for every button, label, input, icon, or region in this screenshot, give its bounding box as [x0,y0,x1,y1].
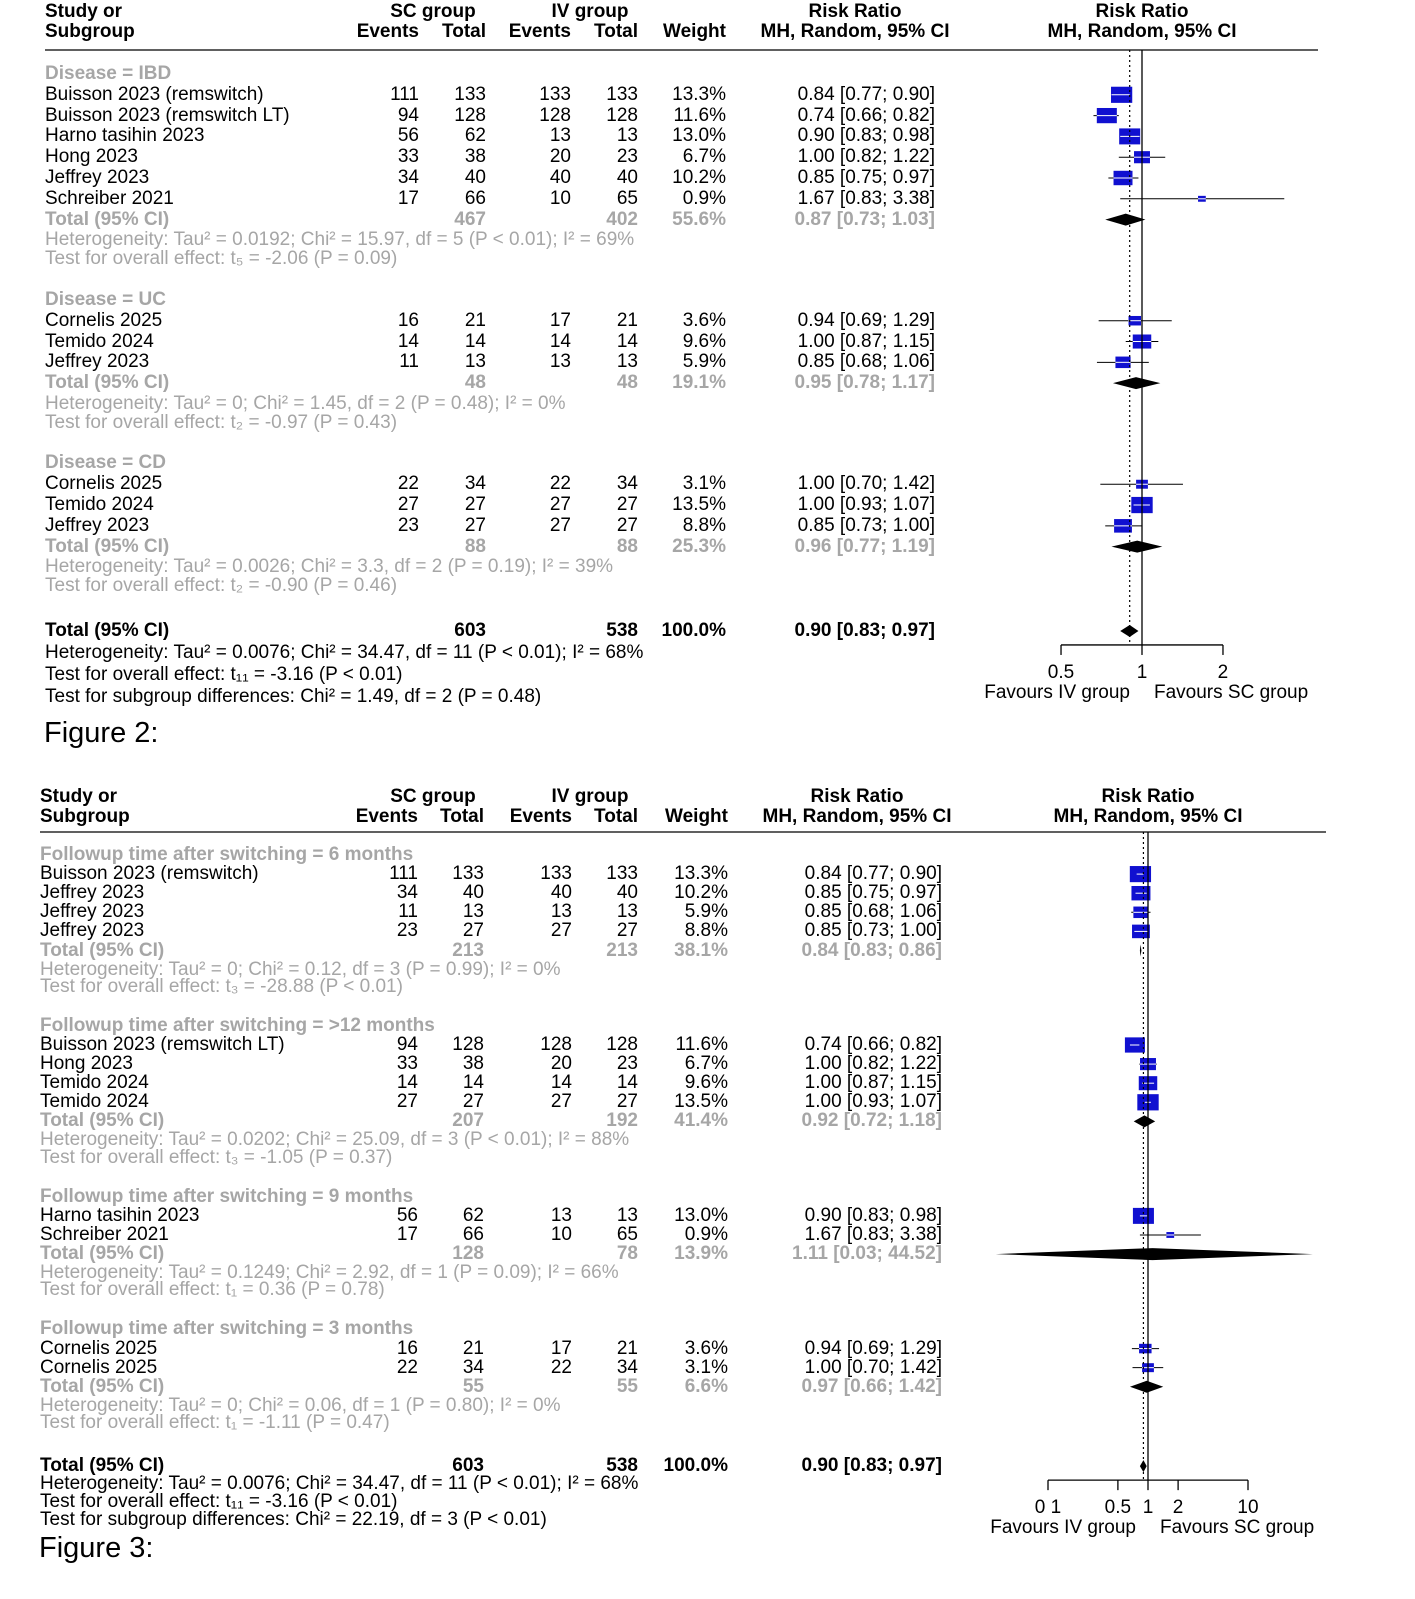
header-plot-rr-title: Risk Ratio [1101,786,1195,807]
study-name: Buisson 2023 (remswitch LT) [45,104,290,126]
header-iv-events: Events [509,806,572,827]
study-ci: 1.00 [0.70; 1.42] [804,1356,942,1378]
favours-sc-label: Favours SC group [1160,1517,1315,1539]
sc-total: 27 [462,1091,484,1113]
sc-total: 133 [452,863,484,885]
sc-events: 22 [397,473,419,495]
subgroup-label: Disease = CD [45,452,166,474]
overall-sc-total: 603 [452,1455,484,1477]
iv-total: 128 [606,1033,638,1055]
figure-caption: Figure 3: [39,1532,154,1565]
sc-total: 128 [452,1033,484,1055]
x-tick-label: 0.5 [1104,1497,1132,1519]
iv-events: 13 [549,125,571,147]
sc-events: 23 [397,514,419,536]
subgroup-diamond [996,1248,1313,1260]
header-iv-events: Events [508,21,571,42]
study-weight: 13.5% [674,1091,728,1113]
header-subgroup: Subgroup [45,21,135,42]
subgroup-sc-total: 467 [454,208,486,230]
iv-events: 13 [550,1204,572,1226]
subgroup-diamond [1140,945,1142,957]
iv-total: 23 [616,146,638,168]
subgroup-ci: 0.87 [0.73; 1.03] [794,208,935,230]
study-weight: 8.8% [684,920,728,942]
header-weight: Weight [665,806,728,827]
study-name: Temido 2024 [45,494,154,516]
header-rr-method: MH, Random, 95% CI [762,806,952,827]
subgroup-label: Followup time after switching = 3 months [40,1318,414,1340]
iv-total: 40 [616,882,638,904]
header-sc-total: Total [440,806,484,827]
study-name: Jeffrey 2023 [45,167,150,188]
overall-stat-line: Test for subgroup differences: Chi² = 22.19, df = 3 (P < 0.01) [40,1509,547,1531]
header-sc-events: Events [356,21,419,42]
sc-total: 27 [464,494,486,516]
subgroup-sc-total: 55 [462,1375,484,1397]
subgroup-heterogeneity: Heterogeneity: Tau² = 0.0202; Chi² = 25.09, df = 3 (P < 0.01); I² = 88% [40,1129,630,1151]
sc-total: 62 [464,125,486,147]
sc-total: 14 [462,1072,484,1094]
overall-iv-total: 538 [606,619,638,641]
iv-total: 13 [616,1204,638,1226]
study-weight: 8.8% [682,514,726,536]
header-rr-method: MH, Random, 95% CI [760,21,950,42]
subgroup-weight: 6.6% [684,1375,728,1397]
iv-events: 22 [549,473,571,495]
subgroup-total-label: Total (95% CI) [45,208,170,230]
subgroup-weight: 13.9% [674,1243,728,1265]
subgroup-diamond [1134,1115,1155,1127]
iv-events: 17 [550,1337,572,1359]
header-plot-rr-title: Risk Ratio [1095,1,1189,22]
iv-total: 27 [616,920,638,942]
sc-events: 16 [396,1337,418,1359]
iv-events: 22 [550,1356,572,1378]
iv-events: 14 [550,1072,572,1094]
iv-total: 40 [616,167,638,188]
forest-plot-figure-2 [0,0,1415,785]
subgroup-label: Followup time after switching = 6 months [40,844,414,865]
subgroup-iv-total: 402 [606,208,638,230]
study-weight: 5.9% [684,901,728,923]
subgroup-ci: 0.97 [0.66; 1.42] [801,1375,942,1397]
subgroup-diamond [1105,214,1145,226]
header-sc-group: SC group [390,1,476,22]
subgroup-iv-total: 88 [616,535,638,557]
iv-total: 65 [616,1223,638,1245]
iv-total: 34 [616,1356,638,1378]
overall-iv-total: 538 [606,1455,638,1477]
subgroup-iv-total: 78 [616,1243,638,1265]
sc-total: 40 [464,167,486,188]
study-ci: 0.74 [0.66; 0.82] [797,104,935,126]
study-ci: 0.85 [0.68; 1.06] [804,901,942,923]
study-name: Harno tasihin 2023 [45,125,205,147]
iv-total: 27 [616,1091,638,1113]
x-tick-label: 0 1 [1034,1497,1062,1519]
subgroup-iv-total: 213 [606,939,638,961]
sc-events: 111 [390,83,419,105]
iv-events: 20 [550,1053,572,1075]
overall-stat-line: Test for overall effect: t₁₁ = -3.16 (P < 0.01) [45,663,403,685]
overall-diamond [1140,1460,1147,1472]
study-weight: 9.6% [682,330,726,352]
sc-events: 11 [399,351,419,373]
iv-total: 14 [616,330,638,352]
subgroup-overall-effect: Test for overall effect: t₃ = -28.88 (P < 0.01) [40,975,403,997]
study-ci: 0.85 [0.75; 0.97] [804,882,942,904]
subgroup-sc-total: 88 [464,535,486,557]
subgroup-overall-effect: Test for overall effect: t₃ = -1.05 (P = 0.37) [40,1146,393,1168]
sc-events: 56 [396,1204,418,1226]
overall-stat-line: Test for overall effect: t₁₁ = -3.16 (P < 0.01) [40,1491,398,1513]
subgroup-overall-effect: Test for overall effect: t₂ = -0.97 (P = 0.43) [45,411,398,433]
header-plot-rr-method: MH, Random, 95% CI [1053,806,1243,827]
study-name: Jeffrey 2023 [40,901,145,923]
study-ci: 1.00 [0.82; 1.22] [797,146,935,168]
subgroup-ci: 0.84 [0.83; 0.86] [801,939,942,961]
subgroup-label: Disease = IBD [45,63,172,84]
sc-events: 22 [396,1356,418,1378]
study-name: Schreiber 2021 [45,187,174,209]
sc-events: 34 [396,882,418,904]
study-weight: 3.6% [684,1337,728,1359]
x-tick-label: 0.5 [1047,661,1075,683]
subgroup-iv-total: 55 [616,1375,638,1397]
study-ci: 1.00 [0.87; 1.15] [797,330,935,352]
study-weight: 13.5% [672,494,726,516]
header-study: Study or [45,1,123,22]
subgroup-total-label: Total (95% CI) [45,372,170,394]
sc-total: 38 [462,1053,484,1075]
sc-total: 128 [454,104,486,126]
sc-events: 27 [397,494,419,516]
subgroup-heterogeneity: Heterogeneity: Tau² = 0; Chi² = 0.12, df = 3 (P = 0.99); I² = 0% [40,958,561,980]
subgroup-total-label: Total (95% CI) [40,1110,165,1132]
subgroup-ci: 0.96 [0.77; 1.19] [794,535,935,557]
iv-events: 27 [549,494,571,516]
header-study: Study or [40,786,118,807]
study-name: Cornelis 2025 [45,473,163,495]
subgroup-heterogeneity: Heterogeneity: Tau² = 0.0192; Chi² = 15.97, df = 5 (P < 0.01); I² = 69% [45,229,635,251]
iv-events: 128 [540,1033,572,1055]
header-subgroup: Subgroup [40,806,130,827]
study-ci: 0.85 [0.75; 0.97] [797,167,935,188]
sc-events: 14 [396,1072,418,1094]
iv-total: 128 [606,104,638,126]
study-name: Cornelis 2025 [40,1356,158,1378]
header-sc-group: SC group [390,786,476,807]
iv-events: 17 [549,309,571,331]
study-name: Cornelis 2025 [40,1337,158,1359]
iv-events: 14 [549,330,571,352]
study-ci: 1.00 [0.87; 1.15] [804,1072,942,1094]
iv-total: 13 [616,351,638,373]
header-iv-total: Total [594,806,638,827]
subgroup-total-label: Total (95% CI) [45,535,170,557]
subgroup-ci: 0.92 [0.72; 1.18] [801,1110,942,1132]
study-weight: 6.7% [684,1053,728,1075]
sc-events: 11 [398,901,418,923]
subgroup-label: Followup time after switching = 9 months [40,1185,414,1207]
study-ci: 1.00 [0.70; 1.42] [797,473,935,495]
study-name: Buisson 2023 (remswitch LT) [40,1033,285,1055]
sc-events: 111 [389,863,418,885]
subgroup-heterogeneity: Heterogeneity: Tau² = 0.1249; Chi² = 2.92, df = 1 (P = 0.09); I² = 66% [40,1262,619,1284]
x-tick-label: 1 [1136,661,1148,683]
sc-total: 66 [464,187,486,209]
study-name: Buisson 2023 (remswitch) [40,863,259,885]
header-weight: Weight [663,21,726,42]
iv-events: 10 [550,1223,572,1245]
study-name: Jeffrey 2023 [40,920,145,942]
iv-events: 133 [539,83,571,105]
subgroup-total-label: Total (95% CI) [40,939,165,961]
subgroup-iv-total: 192 [606,1110,638,1132]
study-weight: 13.0% [674,1204,728,1226]
study-name: Hong 2023 [45,146,138,168]
overall-ci: 0.90 [0.83; 0.97] [794,619,935,641]
sc-events: 33 [396,1053,418,1075]
sc-total: 133 [454,83,486,105]
study-ci: 0.94 [0.69; 1.29] [804,1337,942,1359]
favours-iv-label: Favours IV group [984,681,1130,703]
subgroup-heterogeneity: Heterogeneity: Tau² = 0; Chi² = 1.45, df = 2 (P = 0.48); I² = 0% [45,392,566,414]
study-name: Buisson 2023 (remswitch) [45,83,264,105]
iv-events: 27 [549,514,571,536]
x-tick-label: 10 [1237,1497,1259,1519]
overall-stat-line: Heterogeneity: Tau² = 0.0076; Chi² = 34.47, df = 11 (P < 0.01); I² = 68% [45,641,644,663]
study-ci: 0.74 [0.66; 0.82] [804,1033,942,1055]
study-ci: 0.84 [0.77; 0.90] [797,83,935,105]
overall-weight: 100.0% [661,619,726,641]
iv-total: 23 [616,1053,638,1075]
study-weight: 13.3% [674,863,728,885]
study-ci: 0.85 [0.68; 1.06] [797,351,935,373]
sc-events: 33 [397,146,419,168]
sc-total: 13 [462,901,484,923]
study-weight: 9.6% [684,1072,728,1094]
header-sc-total: Total [442,21,486,42]
sc-total: 34 [464,473,486,495]
favours-iv-label: Favours IV group [990,1517,1136,1539]
study-weight: 5.9% [682,351,726,373]
study-ci: 0.90 [0.83; 0.98] [797,125,935,147]
sc-events: 17 [397,187,419,209]
subgroup-weight: 41.4% [674,1110,728,1132]
sc-events: 34 [397,167,419,188]
favours-sc-label: Favours SC group [1154,681,1309,703]
overall-weight: 100.0% [663,1455,728,1477]
subgroup-diamond [1130,1381,1163,1393]
iv-events: 40 [549,167,571,188]
study-name: Harno tasihin 2023 [40,1204,200,1226]
iv-events: 10 [549,187,571,209]
study-ci: 1.00 [0.82; 1.22] [804,1053,942,1075]
study-ci: 1.67 [0.83; 3.38] [797,187,935,209]
sc-total: 13 [464,351,486,373]
study-weight: 11.6% [673,104,726,126]
subgroup-weight: 25.3% [672,535,726,557]
sc-total: 27 [464,514,486,536]
subgroup-overall-effect: Test for overall effect: t₅ = -2.06 (P = 0.09) [45,248,398,270]
sc-events: 16 [397,309,419,331]
study-ci: 1.67 [0.83; 3.38] [804,1223,942,1245]
sc-events: 56 [397,125,419,147]
subgroup-iv-total: 48 [616,372,638,394]
header-iv-group: IV group [551,1,629,22]
study-weight: 3.6% [682,309,726,331]
study-name: Jeffrey 2023 [40,882,145,904]
iv-total: 27 [616,494,638,516]
subgroup-weight: 55.6% [672,208,726,230]
study-name: Jeffrey 2023 [45,514,150,536]
subgroup-sc-total: 128 [452,1243,484,1265]
study-weight: 13.0% [672,125,726,147]
iv-total: 133 [606,83,638,105]
iv-events: 13 [549,351,571,373]
subgroup-label: Disease = UC [45,288,166,310]
sc-total: 27 [462,920,484,942]
subgroup-label: Followup time after switching = >12 months [40,1014,435,1036]
study-ci: 0.85 [0.73; 1.00] [804,920,942,942]
study-name: Temido 2024 [40,1091,149,1113]
sc-total: 40 [462,882,484,904]
iv-events: 133 [540,863,572,885]
study-ci: 0.85 [0.73; 1.00] [797,514,935,536]
sc-total: 38 [464,146,486,168]
subgroup-ci: 1.11 [0.03; 44.52] [792,1243,942,1265]
forest-plot-figure-3 [0,785,1415,1599]
study-ci: 1.00 [0.93; 1.07] [804,1091,942,1113]
sc-total: 34 [462,1356,484,1378]
iv-total: 14 [616,1072,638,1094]
sc-total: 14 [464,330,486,352]
header-rr-title: Risk Ratio [808,1,902,22]
sc-events: 14 [397,330,419,352]
overall-sc-total: 603 [454,619,486,641]
sc-total: 21 [464,309,486,331]
study-weight: 6.7% [682,146,726,168]
sc-events: 27 [396,1091,418,1113]
subgroup-sc-total: 213 [452,939,484,961]
study-weight: 10.2% [674,882,728,904]
overall-ci: 0.90 [0.83; 0.97] [801,1455,942,1477]
study-name: Schreiber 2021 [40,1223,169,1245]
study-name: Cornelis 2025 [45,309,163,331]
overall-total-label: Total (95% CI) [45,619,170,641]
subgroup-diamond [1113,377,1160,389]
study-weight: 0.9% [684,1223,728,1245]
subgroup-ci: 0.95 [0.78; 1.17] [794,372,935,394]
sc-total: 21 [462,1337,484,1359]
sc-events: 17 [396,1223,418,1245]
subgroup-total-label: Total (95% CI) [40,1375,165,1397]
sc-events: 94 [396,1033,418,1055]
study-weight: 3.1% [682,473,726,495]
iv-total: 13 [616,901,638,923]
iv-total: 27 [616,514,638,536]
x-tick-label: 2 [1217,661,1229,683]
study-weight: 0.9% [682,187,726,209]
iv-events: 40 [550,882,572,904]
subgroup-weight: 38.1% [674,939,728,961]
sc-events: 94 [397,104,419,126]
study-ci: 1.00 [0.93; 1.07] [797,494,935,516]
overall-total-label: Total (95% CI) [40,1455,165,1477]
subgroup-heterogeneity: Heterogeneity: Tau² = 0; Chi² = 0.06, df = 1 (P = 0.80); I² = 0% [40,1394,561,1416]
iv-total: 65 [616,187,638,209]
subgroup-overall-effect: Test for overall effect: t₂ = -0.90 (P = 0.46) [45,575,398,597]
subgroup-total-label: Total (95% CI) [40,1243,165,1265]
subgroup-heterogeneity: Heterogeneity: Tau² = 0.0026; Chi² = 3.3, df = 2 (P = 0.19); I² = 39% [45,556,614,578]
study-ci: 0.90 [0.83; 0.98] [804,1204,942,1226]
subgroup-overall-effect: Test for overall effect: t₁ = 0.36 (P = 0.78) [40,1279,385,1301]
study-weight: 3.1% [684,1356,728,1378]
study-name: Hong 2023 [40,1053,133,1075]
x-tick-label: 2 [1172,1497,1184,1519]
header-iv-group: IV group [551,786,629,807]
iv-total: 21 [616,309,638,331]
iv-total: 21 [616,1337,638,1359]
overall-stat-line: Heterogeneity: Tau² = 0.0076; Chi² = 34.47, df = 11 (P < 0.01); I² = 68% [40,1473,639,1495]
sc-events: 23 [396,920,418,942]
subgroup-overall-effect: Test for overall effect: t₁ = -1.11 (P = 0.47) [40,1412,390,1434]
subgroup-sc-total: 207 [452,1110,484,1132]
iv-events: 128 [539,104,571,126]
header-iv-total: Total [594,21,638,42]
subgroup-diamond [1111,541,1162,553]
figure-caption: Figure 2: [44,716,159,749]
study-ci: 0.84 [0.77; 0.90] [804,863,942,885]
header-rr-title: Risk Ratio [810,786,904,807]
iv-events: 27 [550,1091,572,1113]
study-weight: 10.2% [672,167,726,188]
x-tick-label: 1 [1142,1497,1154,1519]
study-ci: 0.94 [0.69; 1.29] [797,309,935,331]
overall-stat-line: Test for subgroup differences: Chi² = 1.49, df = 2 (P = 0.48) [45,685,542,707]
study-weight: 13.3% [672,83,726,105]
iv-events: 13 [550,901,572,923]
iv-events: 20 [549,146,571,168]
subgroup-sc-total: 48 [464,372,486,394]
iv-total: 34 [616,473,638,495]
header-plot-rr-method: MH, Random, 95% CI [1047,21,1237,42]
iv-events: 27 [550,920,572,942]
study-name: Temido 2024 [45,330,154,352]
sc-total: 66 [462,1223,484,1245]
subgroup-weight: 19.1% [672,372,726,394]
sc-total: 62 [462,1204,484,1226]
header-sc-events: Events [355,806,418,827]
iv-total: 133 [606,863,638,885]
study-name: Temido 2024 [40,1072,149,1094]
study-name: Jeffrey 2023 [45,351,150,373]
study-weight: 11.6% [675,1033,728,1055]
iv-total: 13 [616,125,638,147]
